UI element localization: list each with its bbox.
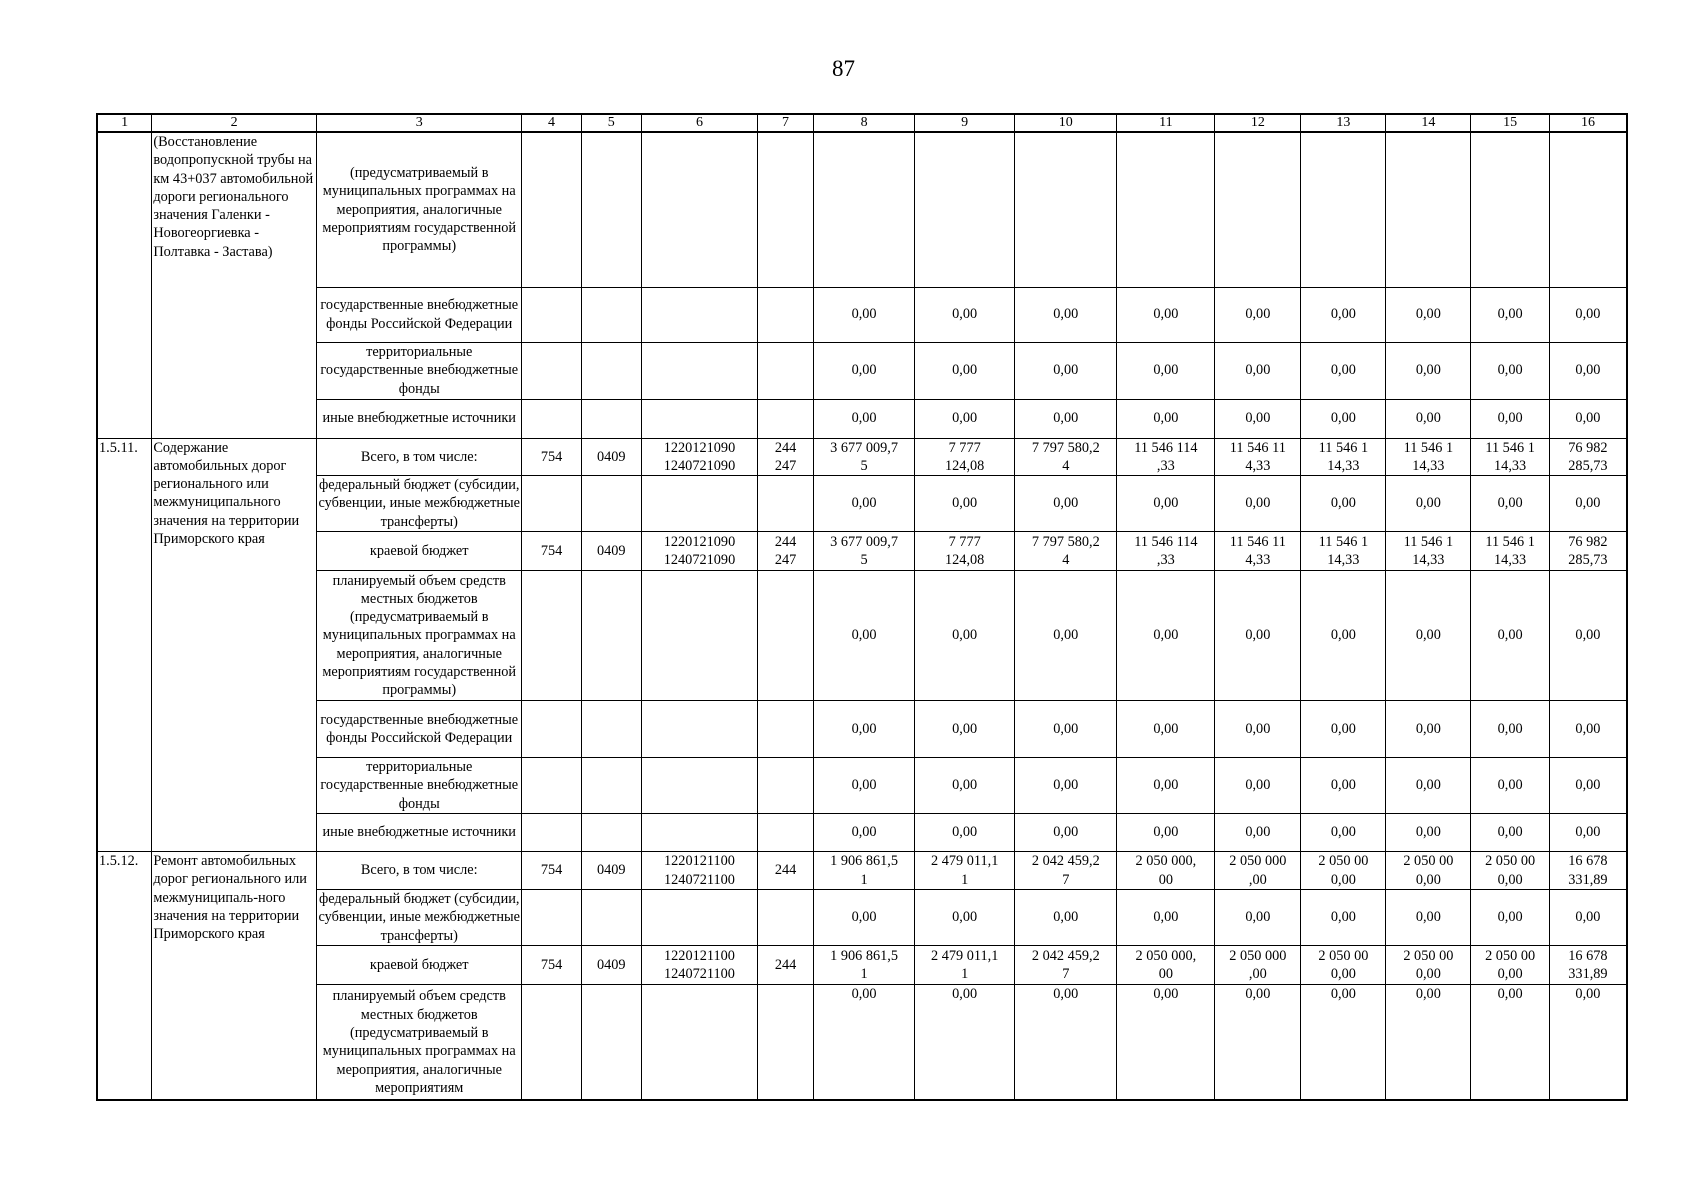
value-cell: 76 982 285,73: [1549, 532, 1627, 571]
value-cell: 0,00: [1117, 890, 1215, 946]
vr-cell: 244 247: [758, 438, 814, 476]
header-cell: 1: [97, 114, 152, 132]
table-row: [97, 984, 1627, 1100]
value-cell: 2 050 000 ,00: [1215, 852, 1301, 890]
value-cell: 76 982 285,73: [1549, 438, 1627, 476]
grbs-cell: 754: [522, 532, 581, 571]
value-cell: 0,00: [814, 287, 915, 342]
value-cell: 0,00: [1301, 701, 1386, 758]
value-cell: 0,00: [1015, 287, 1117, 342]
item-name: (Восстановление водопропускной трубы на км 43+037 автомобильной дороги регионального значения Галенки - Новогеоргиевка - Полтавка - Застава): [152, 132, 317, 438]
source-label: территориальные государственные внебюджетные фонды: [316, 758, 522, 814]
value-cell: 0,00: [1386, 571, 1471, 701]
value-cell: 2 042 459,2 7: [1015, 852, 1117, 890]
table-row: [97, 945, 1627, 984]
value-cell: 0,00: [1015, 814, 1117, 852]
value-cell: 0,00: [1386, 890, 1471, 946]
table-row: [97, 532, 1627, 571]
item-number: 1.5.11.: [97, 438, 152, 852]
value-cell: 0,00: [814, 984, 915, 1100]
value-cell: 0,00: [1015, 571, 1117, 701]
value-cell: 0,00: [1549, 571, 1627, 701]
value-cell: 2 050 00 0,00: [1301, 945, 1386, 984]
source-label: государственные внебюджетные фонды Российской Федерации: [316, 701, 522, 758]
value-cell: 0,00: [1471, 287, 1550, 342]
value-cell: 0,00: [1117, 758, 1215, 814]
value-cell: 2 050 00 0,00: [1301, 852, 1386, 890]
value-cell: 0,00: [1301, 758, 1386, 814]
table-row: [97, 571, 1627, 701]
value-cell: 11 546 11 4,33: [1215, 438, 1301, 476]
value-cell: 0,00: [814, 890, 915, 946]
value-cell: 16 678 331,89: [1549, 852, 1627, 890]
value-cell: 0,00: [814, 758, 915, 814]
value-cell: 0,00: [915, 342, 1015, 399]
rzpr-cell: 0409: [581, 945, 641, 984]
header-cell: 6: [641, 114, 757, 132]
table-row: [97, 342, 1627, 399]
table-row: [97, 132, 1627, 287]
header-cell: 7: [758, 114, 814, 132]
value-cell: 11 546 114 ,33: [1117, 532, 1215, 571]
value-cell: 0,00: [1549, 890, 1627, 946]
table-row: [97, 438, 1627, 476]
header-cell: 13: [1301, 114, 1386, 132]
value-cell: 0,00: [1215, 399, 1301, 438]
value-cell: 0,00: [1301, 814, 1386, 852]
value-cell: 0,00: [915, 984, 1015, 1100]
source-label: планируемый объем средств местных бюджетов (предусматриваемый в муниципальных программах на мероприятия, аналогичные мероприятиям: [316, 984, 522, 1100]
value-cell: 2 042 459,2 7: [1015, 945, 1117, 984]
vr-cell: 244: [758, 945, 814, 984]
value-cell: 0,00: [1301, 476, 1386, 532]
item-number: 1.5.12.: [97, 852, 152, 1101]
value-cell: 2 050 00 0,00: [1471, 852, 1550, 890]
table-row: [97, 476, 1627, 532]
csr-cell: 1220121100 1240721100: [641, 945, 757, 984]
value-cell: 0,00: [1386, 399, 1471, 438]
csr-cell: 1220121090 1240721090: [641, 438, 757, 476]
value-cell: 2 050 00 0,00: [1386, 852, 1471, 890]
value-cell: 3 677 009,7 5: [814, 438, 915, 476]
header-cell: 12: [1215, 114, 1301, 132]
value-cell: 0,00: [1471, 814, 1550, 852]
value-cell: 11 546 1 14,33: [1301, 532, 1386, 571]
vr-cell: 244 247: [758, 532, 814, 571]
value-cell: 0,00: [1549, 701, 1627, 758]
value-cell: 16 678 331,89: [1549, 945, 1627, 984]
value-cell: 2 050 000 ,00: [1215, 945, 1301, 984]
source-label: Всего, в том числе:: [316, 438, 522, 476]
value-cell: 0,00: [1015, 342, 1117, 399]
value-cell: 0,00: [1471, 476, 1550, 532]
value-cell: 0,00: [1386, 814, 1471, 852]
value-cell: 0,00: [1471, 342, 1550, 399]
value-cell: 2 050 000, 00: [1117, 945, 1215, 984]
value-cell: 0,00: [1117, 399, 1215, 438]
value-cell: 11 546 1 14,33: [1386, 438, 1471, 476]
value-cell: 0,00: [915, 571, 1015, 701]
value-cell: 0,00: [915, 476, 1015, 532]
value-cell: 0,00: [1117, 287, 1215, 342]
value-cell: 0,00: [814, 399, 915, 438]
value-cell: 0,00: [1301, 399, 1386, 438]
source-label: краевой бюджет: [316, 945, 522, 984]
value-cell: 11 546 1 14,33: [1386, 532, 1471, 571]
value-cell: 0,00: [1549, 399, 1627, 438]
value-cell: 0,00: [1215, 476, 1301, 532]
value-cell: 0,00: [1301, 984, 1386, 1100]
item-number: [97, 132, 152, 438]
source-label: федеральный бюджет (субсидии, субвенции, иные межбюджетные трансферты): [316, 476, 522, 532]
value-cell: 0,00: [1015, 701, 1117, 758]
grbs-cell: 754: [522, 945, 581, 984]
source-label: Всего, в том числе:: [316, 852, 522, 890]
value-cell: 0,00: [1549, 476, 1627, 532]
value-cell: 0,00: [1215, 701, 1301, 758]
value-cell: 0,00: [1471, 399, 1550, 438]
header-cell: 10: [1015, 114, 1117, 132]
table-row: [97, 758, 1627, 814]
value-cell: 2 050 00 0,00: [1471, 945, 1550, 984]
value-cell: 0,00: [1215, 814, 1301, 852]
value-cell: 0,00: [1215, 984, 1301, 1100]
header-cell: 3: [316, 114, 522, 132]
header-cell: 4: [522, 114, 581, 132]
value-cell: 11 546 1 14,33: [1471, 532, 1550, 571]
value-cell: 0,00: [1117, 814, 1215, 852]
value-cell: 11 546 114 ,33: [1117, 438, 1215, 476]
value-cell: 0,00: [915, 758, 1015, 814]
table-row: [97, 701, 1627, 758]
value-cell: 0,00: [915, 399, 1015, 438]
header-cell: 2: [152, 114, 317, 132]
value-cell: 0,00: [1386, 701, 1471, 758]
header-cell: 14: [1386, 114, 1471, 132]
value-cell: 0,00: [915, 287, 1015, 342]
value-cell: 0,00: [1549, 342, 1627, 399]
value-cell: 0,00: [1386, 476, 1471, 532]
value-cell: 7 777 124,08: [915, 438, 1015, 476]
value-cell: 0,00: [1471, 890, 1550, 946]
value-cell: 0,00: [1471, 758, 1550, 814]
table-row: [97, 399, 1627, 438]
vr-cell: 244: [758, 852, 814, 890]
value-cell: 0,00: [1215, 287, 1301, 342]
csr-cell: 1220121100 1240721100: [641, 852, 757, 890]
source-label: иные внебюджетные источники: [316, 399, 522, 438]
value-cell: 0,00: [1471, 571, 1550, 701]
budget-table: [96, 113, 1628, 1101]
value-cell: 0,00: [1117, 476, 1215, 532]
value-cell: 0,00: [1301, 890, 1386, 946]
table-row: [97, 814, 1627, 852]
header-cell: 9: [915, 114, 1015, 132]
value-cell: 0,00: [1301, 571, 1386, 701]
value-cell: 0,00: [814, 701, 915, 758]
value-cell: 0,00: [1117, 342, 1215, 399]
value-cell: 7 797 580,2 4: [1015, 532, 1117, 571]
source-label: федеральный бюджет (субсидии, субвенции, иные межбюджетные трансферты): [316, 890, 522, 946]
value-cell: 11 546 11 4,33: [1215, 532, 1301, 571]
table-row: [97, 890, 1627, 946]
value-cell: 0,00: [1015, 399, 1117, 438]
value-cell: 2 479 011,1 1: [915, 945, 1015, 984]
value-cell: 0,00: [814, 814, 915, 852]
value-cell: 3 677 009,7 5: [814, 532, 915, 571]
value-cell: 0,00: [1117, 984, 1215, 1100]
value-cell: 0,00: [1015, 890, 1117, 946]
value-cell: 0,00: [1386, 758, 1471, 814]
value-cell: 7 777 124,08: [915, 532, 1015, 571]
item-name: Ремонт автомобильных дорог регионального или межмуниципаль-ного значения на территории Приморского края: [152, 852, 317, 1101]
value-cell: 0,00: [1215, 342, 1301, 399]
value-cell: 0,00: [1386, 984, 1471, 1100]
value-cell: 0,00: [1117, 701, 1215, 758]
value-cell: 2 479 011,1 1: [915, 852, 1015, 890]
value-cell: 0,00: [1301, 287, 1386, 342]
value-cell: 0,00: [814, 476, 915, 532]
value-cell: 1 906 861,5 1: [814, 852, 915, 890]
header-cell: 8: [814, 114, 915, 132]
rzpr-cell: 0409: [581, 532, 641, 571]
rzpr-cell: 0409: [581, 438, 641, 476]
source-label: иные внебюджетные источники: [316, 814, 522, 852]
value-cell: 11 546 1 14,33: [1301, 438, 1386, 476]
value-cell: 0,00: [814, 342, 915, 399]
header-row: [97, 114, 1627, 132]
value-cell: 0,00: [1015, 984, 1117, 1100]
value-cell: 0,00: [814, 571, 915, 701]
value-cell: 0,00: [915, 814, 1015, 852]
table-row: [97, 287, 1627, 342]
value-cell: 0,00: [1549, 758, 1627, 814]
value-cell: 7 797 580,2 4: [1015, 438, 1117, 476]
grbs-cell: 754: [522, 438, 581, 476]
value-cell: 0,00: [1015, 758, 1117, 814]
value-cell: 1 906 861,5 1: [814, 945, 915, 984]
value-cell: 0,00: [915, 890, 1015, 946]
value-cell: 0,00: [1471, 984, 1550, 1100]
value-cell: 0,00: [1015, 476, 1117, 532]
value-cell: 0,00: [1215, 890, 1301, 946]
source-label: краевой бюджет: [316, 532, 522, 571]
header-cell: 15: [1471, 114, 1550, 132]
value-cell: 0,00: [1215, 571, 1301, 701]
value-cell: 0,00: [1471, 701, 1550, 758]
value-cell: 0,00: [1215, 758, 1301, 814]
value-cell: 0,00: [1386, 342, 1471, 399]
source-label: (предусматриваемый в муниципальных программах на мероприятия, аналогичные мероприятиям государственной программы): [316, 132, 522, 287]
page-number: 87: [832, 56, 855, 81]
value-cell: 0,00: [1301, 342, 1386, 399]
header-cell: 16: [1549, 114, 1627, 132]
grbs-cell: 754: [522, 852, 581, 890]
value-cell: 0,00: [1117, 571, 1215, 701]
source-label: территориальные государственные внебюджетные фонды: [316, 342, 522, 399]
source-label: планируемый объем средств местных бюджетов (предусматриваемый в муниципальных программах на мероприятия, аналогичные мероприятиям государственной программы): [316, 571, 522, 701]
csr-cell: 1220121090 1240721090: [641, 532, 757, 571]
table-row: [97, 852, 1627, 890]
value-cell: 0,00: [1549, 814, 1627, 852]
value-cell: 0,00: [1386, 287, 1471, 342]
value-cell: 0,00: [1549, 287, 1627, 342]
value-cell: 0,00: [1549, 984, 1627, 1100]
header-cell: 5: [581, 114, 641, 132]
header-cell: 11: [1117, 114, 1215, 132]
item-name: Содержание автомобильных дорог регионального или межмуниципального значения на территории Приморского края: [152, 438, 317, 852]
source-label: государственные внебюджетные фонды Российской Федерации: [316, 287, 522, 342]
value-cell: 11 546 1 14,33: [1471, 438, 1550, 476]
value-cell: 2 050 00 0,00: [1386, 945, 1471, 984]
value-cell: 0,00: [915, 701, 1015, 758]
rzpr-cell: 0409: [581, 852, 641, 890]
value-cell: 2 050 000, 00: [1117, 852, 1215, 890]
